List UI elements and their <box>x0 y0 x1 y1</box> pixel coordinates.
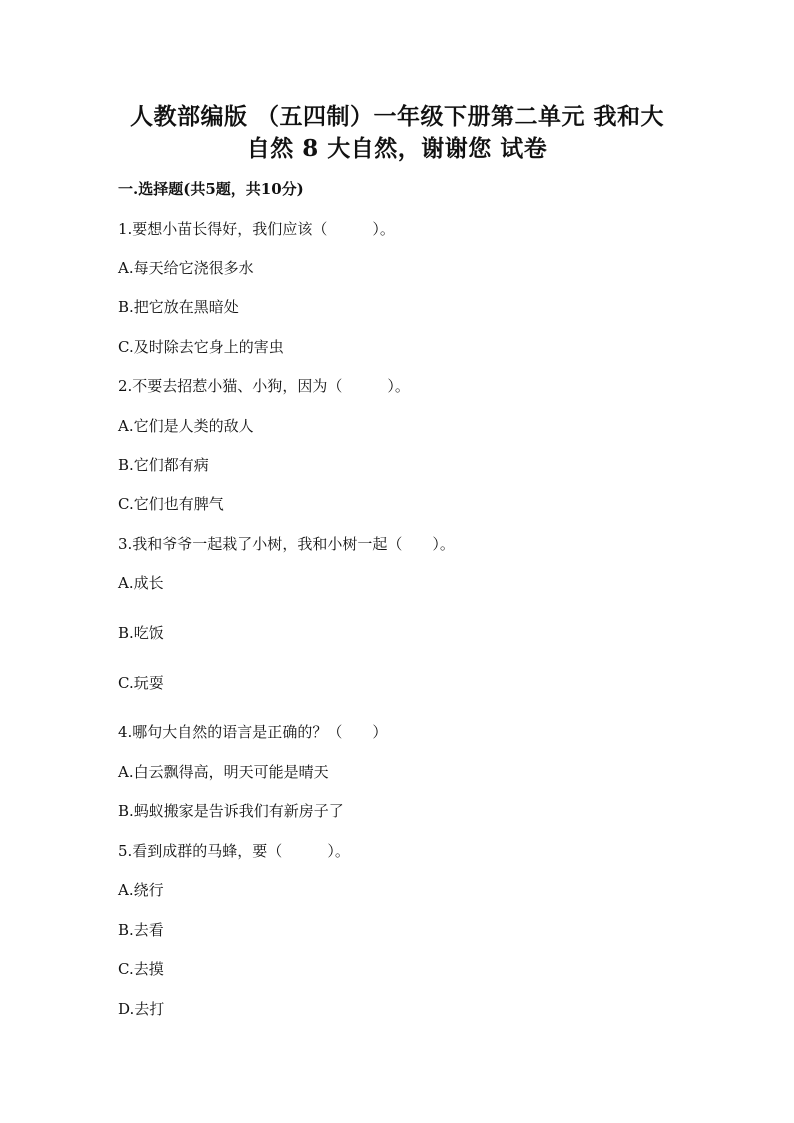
question-2: 2.不要去招惹小猫、小狗，因为（ ）。 <box>118 377 410 395</box>
question-3: 3.我和爷爷一起栽了小树，我和小树一起（ ）。 <box>118 535 455 553</box>
section-heading: 一.选择题(共5题，共10分) <box>118 180 304 198</box>
question-3-option-c: C.玩耍 <box>118 674 164 692</box>
question-5-option-c: C.去摸 <box>118 960 164 978</box>
question-1-option-b: B.把它放在黑暗处 <box>118 298 239 316</box>
question-1-option-c: C.及时除去它身上的害虫 <box>118 338 284 356</box>
page-title-line-1: 人教部编版 （五四制）一年级下册第二单元 我和大 <box>129 103 664 130</box>
question-4: 4.哪句大自然的语言是正确的？（ ） <box>118 723 388 741</box>
page-title-line-2: 自然 8 大自然，谢谢您 试卷 <box>246 135 548 162</box>
question-5-option-b: B.去看 <box>118 921 164 939</box>
question-5-option-d: D.去打 <box>118 1000 165 1018</box>
question-3-option-b: B.吃饭 <box>118 624 164 642</box>
question-2-option-a: A.它们是人类的敌人 <box>118 417 254 435</box>
question-5: 5.看到成群的马蜂，要（ ）。 <box>118 842 350 860</box>
question-1-option-a: A.每天给它浇很多水 <box>118 259 254 277</box>
question-4-option-b: B.蚂蚁搬家是告诉我们有新房子了 <box>118 802 344 820</box>
question-4-option-a: A.白云飘得高，明天可能是晴天 <box>118 763 329 781</box>
question-3-option-a: A.成长 <box>118 574 164 592</box>
question-5-option-a: A.绕行 <box>118 881 164 899</box>
question-1: 1.要想小苗长得好，我们应该（ ）。 <box>118 220 395 238</box>
question-2-option-c: C.它们也有脾气 <box>118 495 224 513</box>
question-2-option-b: B.它们都有病 <box>118 456 209 474</box>
